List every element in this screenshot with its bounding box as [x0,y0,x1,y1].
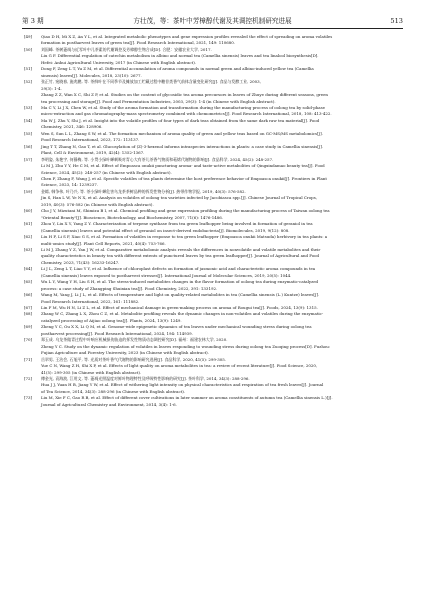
running-title: 方壮茂，等：茶叶中芳樟醇代谢及其调控机制研究进展 [133,17,292,25]
reference-line: process: a case study of Zhangping Shuixian tea[J]. Food Chemistry, 2022, 391: 133192. [41,285,218,291]
reference-number: [49] [24,34,33,39]
reference-entry [24,324,403,337]
reference-line: Jin S, Han L W, Ye N X, et al. Analysis on volatiles of oolong tea varieties infected by Jacobiasca spp.[J]. Chinese Journal of Tropical Crops, [41,195,317,201]
reference-entry [24,311,403,324]
reference-entry [24,292,403,305]
reference-line: Zhang W C, Zhang L X, Zhou C Z, et al. Metabolite profiling reveals the dynamic changes in non-volatiles and volatiles during the enzymatic- [41,311,324,317]
reference-line: Science, 2023, 14: 1239237. [41,182,98,188]
reference-entry [24,266,403,279]
reference-entry [24,189,403,208]
reference-line: Cho J Y, Mizutani M, Shimizu B I, et al. Chemical profiling and gene expression profiling during the manufacturing process of Taiwan oolong tea [41,208,330,214]
reference-entry [24,92,403,105]
reference-line: Yue C N, Wang Z H, Shi X P, et al. Effects of light quality on aroma metabolites in tea: a review of recent literature[J]. Food Science, 2020, [41,363,318,369]
reference-entry [24,376,403,395]
reference-line: 张正竹, 宛晓春, 施兆鹏, 等. 茶鲜叶在不同季节及摊放加工贮藏过程中糖苷类香气前体含量变化研究[J]. 食品与发酵工业, 2003, [41,79,261,85]
reference-number: [64] [24,266,33,272]
reference-number: [71] [24,356,33,362]
reference-entry [24,221,403,234]
reference-line: (Camellia sinensis) leaves and potential effect of geraniol on insect-derived endobacteria[J]. Biomolecules, 2019, 9(12): 808. [41,227,290,233]
reference-line: Wang M, Yang J, Li J L, et al. Effects of temperature and light on quality-related metabolites in tea (Camellia sinensis (L.) Kuntze) leaves[J]. [41,292,320,298]
reference-line: Jing T T, Zhang N, Gao T, et al. Glucosylation of (Z)-3-hexenol informs intraspecies interactions in plants: a case study in Camellia sinensis[J]. [41,143,324,149]
reference-line: Ma C Y, Li J X, Chen W, et al. Study of the aroma formation and transformation during the manufacturing process of oolong tea by solid-phase [41,104,326,110]
reference-line: Hefei: Anhui Agricultural University, 2017 (in Chinese with English abstract). [41,59,196,65]
reference-line: Food Research International, 2022, 161: 111882. [41,298,140,304]
reference-line: Journal of Agricultural Chemistry and Environment, 2014, 3(4): 1-6. [41,401,177,407]
reference-line: Li M J, Zhu Y Y, He C M, et al. Effect of Empoasca onukii puncturing aroma- and taste-active metabolites of Qingxindamao beauty tea[J]. Food [41,163,325,169]
reference-entry [24,357,403,376]
reference-line: Chen F, Zhang F, Wang J, et al. Specific volatiles of tea plants determine the host preference behavior of Empoasca onukii[J]. Frontiers in Plant [41,175,327,181]
reference-line: Ma W J, Zhu Y, Shi J, et al. Insight into the volatile profiles of four types of dark teas obtained from the same dark raw tea material[J]. Food [41,117,320,123]
reference-line: "Oriental Beauty"[J]. Bioscience, Biotechnology, and Biochemistry, 2007, 71(6): 1476-1486. [41,214,223,220]
reference-line: Plant, Cell & Environment, 2019, 42(4): 1352-1367. [41,150,145,156]
reference-line: Hua J J, Yuan H B, Jiang Y W, et al. Effect of withering light intensity on physical characteristics and respiration of tea fresh leaves[J]. Journal [41,382,324,388]
reference-line: Dong F, Zeng L T, Yu Z M, et al. Differential accumulation of aroma compounds in normal green and albino-induced yellow tea (Camellia [41,66,314,72]
reference-entry [24,234,403,247]
reference-entry [24,105,403,118]
reference-entry [24,247,403,266]
reference-line: Liu H F, Li S F, Xiao G S, et al. Formation of volatiles in response to tea green leafhopper (Empoasca onukii Matsuda) herbivory in tea plants: a [41,234,328,240]
reference-line: Zhang Z Z, Wan X C, Shi Z P, et al. Studies on the content of glycosidic tea aroma precursors in leaves of Zhuye during different seasons, green [41,92,328,98]
reference-entry [24,79,403,92]
reference-line: 傅金光, 袁海波, 江用文, 等. 萎凋光照温度对鲜叶物理特性及呼吸特性影响的研究[J]. 茶叶科学, 2014, 34(3): 288-296. [41,376,250,382]
reference-entry [24,208,403,221]
reference-number: [68] [24,311,33,317]
reference-number: [61] [24,221,33,227]
reference-line: micro-extraction and gas chromatography-mass spectrometry combined with chemometrics[J]. Food Research International, 2018, 108: 413-422. [41,111,332,117]
reference-entry [24,176,403,189]
reference-line: of Tea Science, 2014, 34(3): 288-296 (in Chinese with English abstract). [41,388,186,394]
reference-line: 2019, 40(3): 576-582 (in Chinese with English abstract). [41,201,154,207]
reference-line: Zheng Y C, Ou X X, Li Q M, et al. Genome-wide epigenetic dynamics of tea leaves under mechanical wounding stress during oolong tea [41,324,312,330]
reference-entry [24,144,403,157]
reference-number: [51] [24,66,33,72]
reference-line: Wu L Y, Wang Y H, Liu S H, et al. The stress-induced metabolites changes in the flavor formation of oolong tea during enzymatic-catalyzed [41,279,319,285]
reference-number: [50] [24,46,33,52]
reference-number: [69] [24,324,33,330]
reference-line: postharvest processing[J]. Food Research International, 2024, 194: 114939. [41,330,193,336]
reference-line: formation in postharvest leaves of green tea[J]. Food Research International, 2021, 149: 110680. [41,40,236,46]
reference-number: [73] [24,395,33,401]
reference-number: [53] [24,104,33,110]
reference-entry [24,118,403,131]
reference-line: Li J L, Zeng L T, Liao Y Y, et al. Influence of chloroplast defects on formation of jasmonic acid and characteristic aroma compounds in tea [41,266,316,272]
reference-line: Li M J, Zhang Y Z, Yan J W, et al. Comparative metabolomic analysis reveals the differences in nonvolatile and volatile metabolites and their [41,246,321,252]
reference-line: 金嫦, 韩争伟, 叶乃兴, 等. 茶小绿叶蝉危害乌龙茶茶树品种的挥发性物分析[J]. 热带作物学报, 2019, 40(3): 576-582. [41,188,246,194]
reference-line: Science, 2024, 45(2): 248-257 (in Chinese with English abstract). [41,169,172,175]
reference-number: [52] [24,79,33,85]
reference-number: [62] [24,234,33,240]
reference-number: [72] [24,376,33,382]
running-header [22,14,403,29]
reference-number: [66] [24,292,33,298]
reference-line: Qiao D H, Mi X Z, An Y L, et al. Integrated metabolic phenotypes and gene expression profiles revealed the effect of spreading on aroma volatiles [41,34,333,39]
reference-line: catalyzed processing of Aijiao oolong tea[J]. Plants, 2024, 13(9): 1249. [41,317,182,323]
reference-number: [70] [24,337,33,343]
reference-entry [24,34,403,47]
reference-line: quality characteristics in beauty tea with different extents of punctured leaves by tea green leafhopper[J]. Journal of Agricultural and Food [41,253,320,259]
reference-line: Chemistry, 2021, 346: 128906. [41,124,103,130]
issue-number: 第 3 期 [22,17,44,25]
reference-number: [58] [24,175,33,181]
reference-line: sinensis) leaves[J]. Molecules, 2018, 23(10): 2677. [41,72,142,78]
reference-line: Zhou Y, Liu X Y, Yang Z Y. Characterization of terpene synthase from tea green leafhopper being involved in formation of geraniol in tea [41,221,313,227]
reference-number: [57] [24,156,33,162]
reference-entry [24,66,403,79]
reference-list [24,34,403,408]
reference-line: Wen S, Sun L L, Zhang S W, et al. The formation mechanism of aroma quality of green and yellow teas based on GC-MS/MS metabolomics[J]. [41,130,323,136]
reference-line: multi-omics study[J]. Plant Cell Reports, 2021, 40(4): 753-766. [41,240,166,246]
reference-line: 李明姿, 朱艳宇, 何静梅, 等. 小贯小绿叶蝉刺吸对青心大有茶儿茶香气物质和萜烯代谢物的影响[J]. 食品科学, 2024, 45(2): 248-257. [41,156,274,162]
reference-line: Liu G F. Differential regulation of catechin metabolism in albino and normal tea (Camellia sinensis) leaves and tea linalool biosynthesis[D]. [41,53,319,59]
reference-line: 41(5): 299-305 (in Chinese with English abstract). [41,369,142,375]
reference-line: 刘国峰. 茶树萎凋与近零叶中儿茶素的代谢调控及芳樟醇生物合成[D]. 合肥：安徽农业大学, 2017. [41,46,212,52]
reference-entry [24,157,403,176]
reference-line: tea processing and storage[J]. Food and Fermentation Industries, 2003, 29(3): 1-4 (in Chinese with English abstract). [41,98,276,104]
reference-line: Chemistry, 2023, 71(43): 16233-16247. [41,259,120,265]
reference-line: 郑玉成. 乌龙茶做青过程中叶响应机械损伤胁迫的挥发性物质动态调控研究[D]. 福州：福建农林大学, 2020. [41,337,228,343]
reference-number: [56] [24,143,33,149]
reference-line: Fujian Agriculture and Forestry University, 2023 (in Chinese with English abstract). [41,350,209,356]
reference-entry [24,131,403,144]
reference-line: (Camellia sinensis) leaves exposed to postharvest stresses[J]. International Journal of Molecular Sciences, 2019, 20(5): 1044. [41,272,292,278]
reference-entry [24,279,403,292]
reference-line: Zheng Y C. Study on the dynamic regulation of volatiles in leaves responding to wounding stress during oolong tea Zuoqing process[D]. Fuzhou: [41,343,331,349]
reference-number: [54] [24,117,33,123]
reference-entry [24,47,403,66]
reference-number: [59] [24,188,33,194]
reference-entry [24,395,403,408]
reference-line: Food Research International, 2023, 172: 113137. [41,137,140,143]
reference-entry [24,337,403,356]
reference-line: Liu M, Xie F C, Gao R B, et al. Effect of different cover cultivations in later summer on aroma constituents of autumn tea (Camellia sinensis L.)[J]. [41,395,333,401]
reference-line: 岳翠男, 王治会, 石旭平, 等. 光质对茶叶香气代谢物的影响研究进展[J]. 食品科学, 2020, 41(5): 299-305. [41,356,227,362]
reference-line: Lin F M, Wu H N, Li Z L, et al. Effect of mechanical damage in green-making process on aroma of Rougui tea[J]. Foods, 2024, 13(9): 1315. [41,305,318,311]
reference-number: [60] [24,208,33,214]
reference-line: 29(3): 1-4. [41,85,62,91]
reference-number: [67] [24,305,33,311]
reference-number: [65] [24,279,33,285]
reference-number: [63] [24,246,33,252]
reference-number: [55] [24,130,33,136]
page-number: 513 [390,17,403,25]
